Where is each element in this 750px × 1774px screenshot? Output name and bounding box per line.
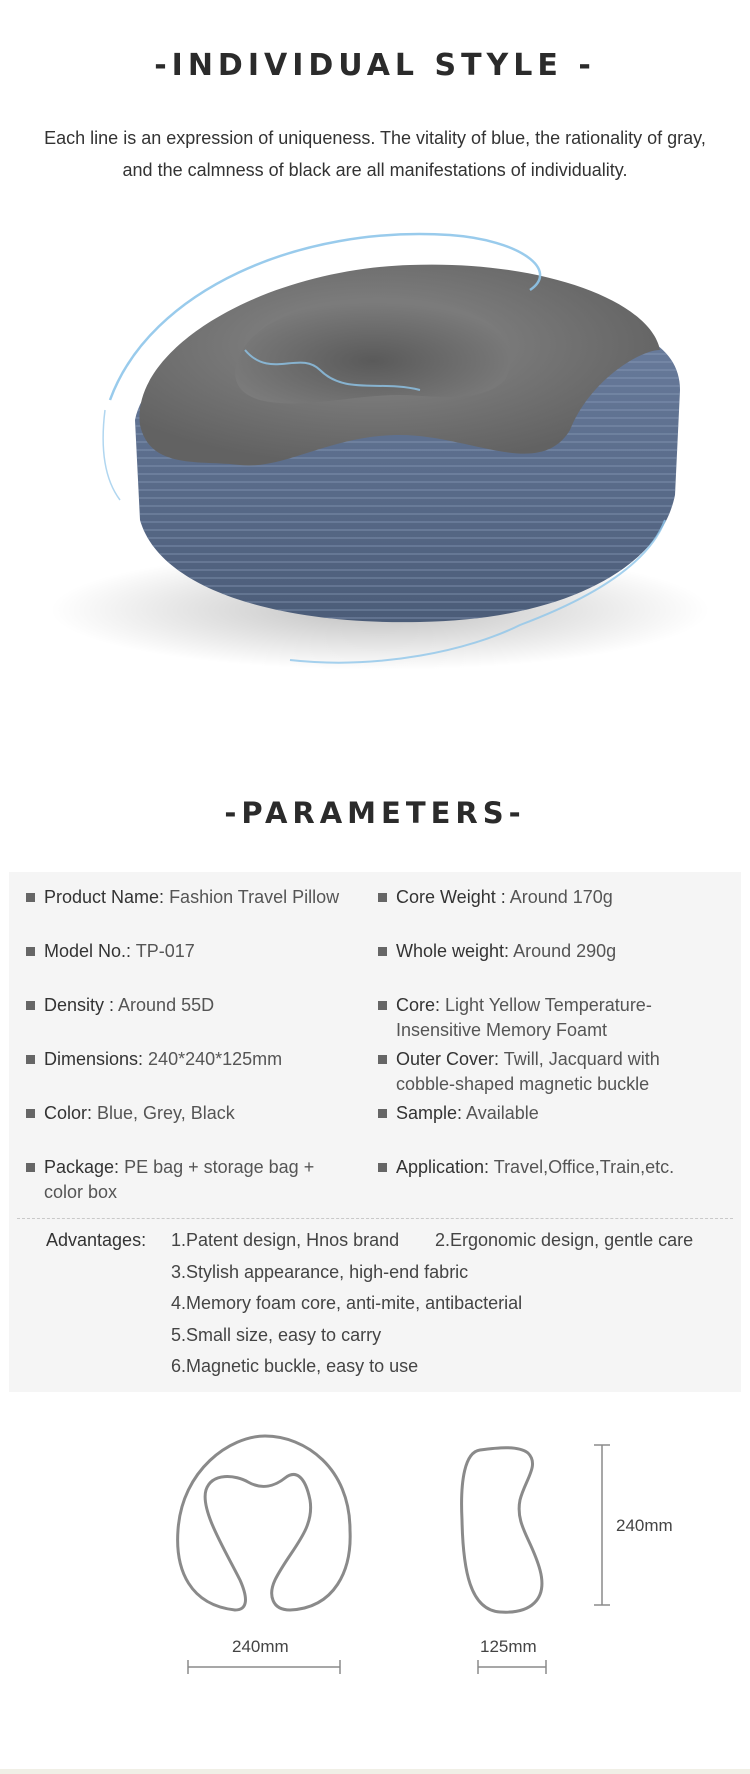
bottom-border	[0, 1769, 750, 1774]
parameters-title: -PARAMETERS-	[224, 796, 526, 830]
param-dimensions: Dimensions: 240*240*125mm	[26, 1047, 356, 1073]
param-model-no: Model No.: TP-017	[26, 939, 356, 965]
bullet-square-icon	[26, 1001, 35, 1010]
intro-paragraph: Each line is an expression of uniqueness. The vitality of blue, the rationality of gray, and the calmness of black are all manifestations of individuality.	[44, 128, 706, 180]
param-core: Core: Light Yellow Temperature-Insensitive Memory Foamt	[378, 993, 698, 1045]
individual-style-title: -INDIVIDUAL STYLE -	[154, 48, 596, 83]
width-dimension-line	[188, 1660, 340, 1674]
param-whole-weight: Whole weight: Around 290g	[378, 939, 698, 965]
param-core-weight: Core Weight : Around 170g	[378, 885, 698, 911]
advantage-item: 4.Memory foam core, anti-mite, antibacterial	[171, 1293, 523, 1313]
depth-dimension-line	[478, 1660, 546, 1674]
pillow-top-view-outline	[178, 1436, 351, 1610]
advantages-label: Advantages:	[46, 1230, 147, 1250]
param-density: Density : Around 55D	[26, 993, 356, 1019]
pillow-side-view-outline	[462, 1448, 542, 1612]
depth-label: 125mm	[480, 1637, 537, 1656]
bullet-square-icon	[378, 947, 387, 956]
height-label: 240mm	[616, 1516, 673, 1535]
neck-pillow-image	[0, 230, 750, 730]
param-package: Package: PE bag + storage bag + color box	[26, 1155, 356, 1207]
advantage-item: 1.Patent design, Hnos brand	[171, 1230, 400, 1250]
bullet-square-icon	[378, 1163, 387, 1172]
advantage-item: 5.Small size, easy to carry	[171, 1325, 382, 1345]
bullet-square-icon	[26, 1109, 35, 1118]
param-sample: Sample: Available	[378, 1101, 698, 1127]
advantage-item: 2.Ergonomic design, gentle care	[435, 1230, 694, 1250]
dashed-divider	[17, 1218, 733, 1219]
param-product-name: Product Name: Fashion Travel Pillow	[26, 885, 356, 911]
advantage-item: 6.Magnetic buckle, easy to use	[171, 1356, 419, 1376]
param-outer-cover: Outer Cover: Twill, Jacquard with cobble-shaped magnetic buckle	[378, 1047, 698, 1099]
bullet-square-icon	[378, 1055, 387, 1064]
advantage-item: 3.Stylish appearance, high-end fabric	[171, 1262, 469, 1282]
dimension-diagram	[0, 1420, 750, 1690]
bullet-square-icon	[26, 893, 35, 902]
bullet-square-icon	[378, 1109, 387, 1118]
param-application: Application: Travel,Office,Train,etc.	[378, 1155, 698, 1181]
bullet-square-icon	[378, 893, 387, 902]
bullet-square-icon	[26, 1163, 35, 1172]
height-dimension-line	[594, 1445, 610, 1605]
parameters-panel	[9, 872, 741, 1392]
width-label: 240mm	[232, 1637, 289, 1656]
param-color: Color: Blue, Grey, Black	[26, 1101, 356, 1127]
bullet-square-icon	[26, 1055, 35, 1064]
bullet-square-icon	[378, 1001, 387, 1010]
bullet-square-icon	[26, 947, 35, 956]
